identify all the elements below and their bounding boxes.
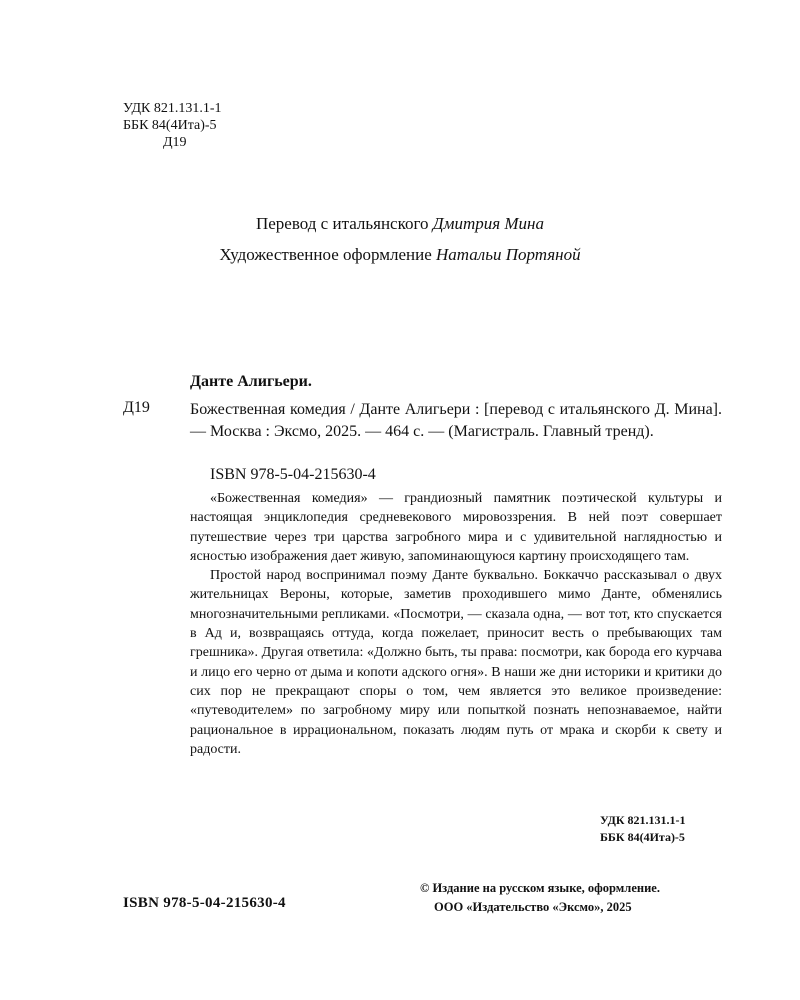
footer-udk-code: УДК 821.131.1-1 — [600, 813, 686, 827]
design-credit — [0, 245, 800, 265]
catalog-author-sign: Д19 — [123, 399, 150, 416]
copyright-notice — [420, 879, 660, 917]
catalog-author-heading: Данте Алигьери. — [190, 373, 312, 390]
footer-classification-codes — [600, 812, 686, 846]
bbk-code: ББК 84(4Ита)-5 — [123, 118, 217, 133]
classification-codes — [123, 100, 222, 151]
translation-credit — [0, 214, 800, 234]
annotation — [190, 489, 722, 759]
udk-code: УДК 821.131.1-1 — [123, 101, 222, 116]
footer-bbk-code: ББК 84(4Ита)-5 — [600, 830, 685, 844]
designer-name: Натальи Портяной — [436, 245, 581, 264]
annotation-paragraph-1: «Божественная комедия» — грандиозный памятник поэтической культуры и настоящая энциклопедия средневекового мировоззрения. В ней поэт совершает путешествие через три царства загробного мира и с удивительной наглядностью и ясностью изображения дает живую, запоминающуюся картину происходящего там. — [190, 491, 722, 564]
translation-prefix: Перевод с итальянского — [255, 214, 429, 233]
author-sign: Д19 — [163, 135, 187, 150]
copyright-line-1: © Издание на русском языке, оформление. — [420, 881, 660, 895]
copyright-line-2: ООО «Издательство «Эксмо», 2025 — [434, 900, 632, 914]
catalog-isbn: ISBN 978-5-04-215630-4 — [210, 466, 376, 483]
design-prefix: Художественное оформление — [219, 245, 432, 264]
annotation-paragraph-2: Простой народ воспринимал поэму Данте буквально. Боккаччо рассказывал о двух жительницах Вероны, которые, заметив проходившего мимо Данте, обменялись многозначительными репликами. «Посмотри, — сказала одна, — вот тот, кто спускается в Ад и, возвращаясь оттуда, когда пожелает, приносит весть о пребывающих там грешника». Другая ответила: «Должно быть, ты права: посмотри, как борода его курчава и лицо его черно от дыма и копоти адского огня». В наши же дни историки и критики до сих пор не прекращают споры о том, чем является это великое произведение: «путеводителем» по загробному миру или попыткой познать непознаваемое, найти рациональное в иррациональном, показать людям путь от мрака и скорби к свету и радости. — [190, 568, 722, 757]
translator-name: Дмитрия Мина — [432, 214, 544, 233]
footer-isbn: ISBN 978-5-04-215630-4 — [123, 895, 286, 911]
bibliographic-description: Божественная комедия / Данте Алигьери : [перевод с итальянского Д. Мина]. — Москва : Эксмо, 2025. — 464 с. — (Магистраль. Главный тренд). — [190, 401, 722, 440]
